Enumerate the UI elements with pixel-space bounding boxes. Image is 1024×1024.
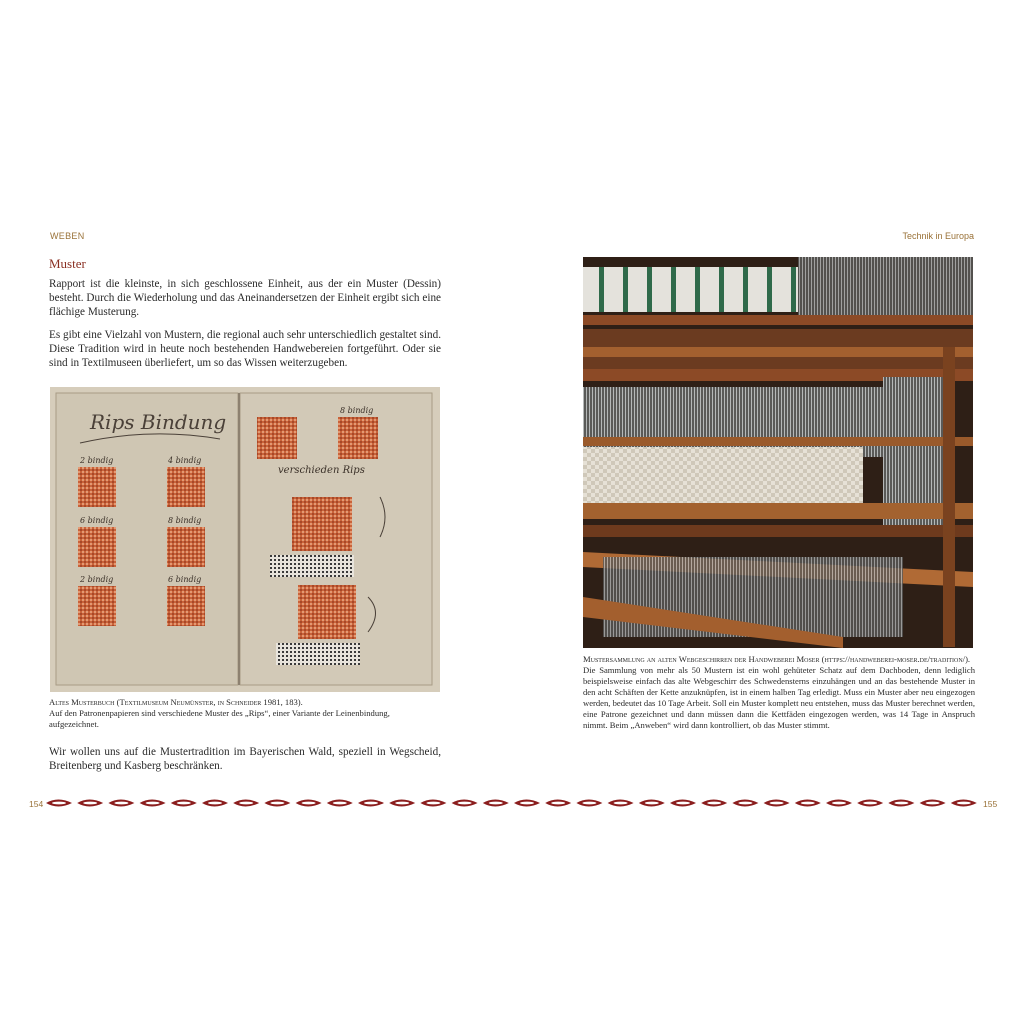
ornament-highlight (489, 802, 503, 805)
ornament-highlight (614, 802, 628, 805)
decorative-border (44, 795, 980, 811)
ornament-highlight (551, 802, 565, 805)
ornament-highlight (458, 802, 472, 805)
loom-harness-photo (583, 257, 973, 648)
book-label: verschieden Rips (278, 465, 365, 476)
book-label: 8 bindig (168, 516, 202, 525)
book-script-title: Rips Bindung (90, 410, 227, 434)
left-image-caption (49, 697, 441, 730)
left-page-final (49, 745, 441, 781)
ornament-highlight (520, 802, 534, 805)
book-label: 4 bindig (168, 456, 202, 465)
ornament-highlight (302, 802, 316, 805)
ornament-highlight (863, 802, 877, 805)
ornament-highlight (333, 802, 347, 805)
ornament-highlight (957, 802, 971, 805)
ornament-highlight (426, 802, 440, 805)
ornament-highlight (770, 802, 784, 805)
ornament-highlight (83, 802, 97, 805)
ornament-highlight (645, 802, 659, 805)
ornament-highlight (52, 802, 66, 805)
book-label: 2 bindig (80, 456, 114, 465)
page-number-left: 154 (29, 799, 44, 809)
ornament-highlight (146, 802, 160, 805)
running-header-left: WEBEN (50, 231, 85, 241)
ornament-highlight (926, 802, 940, 805)
ornament-highlight (832, 802, 846, 805)
ornament-highlight (177, 802, 191, 805)
book-label: 6 bindig (168, 575, 202, 584)
body-paragraph: Es gibt eine Vielzahl von Mustern, die regional auch sehr unterschiedlich gestaltet sind. Diese Tradition wird in heute noch bestehenden Handwebereien fortgeführt. Oder sie sind in Textilmuseen überliefert, um so das Wissen weiterzugeben. (49, 328, 441, 370)
page-number-right: 155 (983, 799, 998, 809)
body-paragraph: Wir wollen uns auf die Mustertradition im Bayerischen Wald, speziell in Wegscheid, Breitenberg und Kasberg beschränken. (49, 746, 441, 773)
pattern-book-photo (50, 387, 440, 692)
ornament-highlight (738, 802, 752, 805)
book-label: 2 bindig (80, 575, 114, 584)
body-paragraph: Rapport ist die kleinste, in sich geschlossene Einheit, aus der ein Muster (Dessin) besteht. Durch die Wiederholung und das Aneinandersetzen der Einheit ergibt sich eine flächige Musterung. (49, 278, 441, 319)
caption-text: Die Sammlung von mehr als 50 Mustern ist ein wohl gehüteter Schatz auf dem Dachboden, denn lediglich beispielsweise einfach das alte Webgeschirr des Schwedensterns einzuhängen und an das bestehende Muster in den acht Schäften der Kette anzuknüpfen, ist in einem halben Tag erledigt. Muss ein Muster aber neu eingezogen werden, bedeutet das 10 Tage Arbeit. Soll ein Muster komplett neu entstehen, muss das Muster berechnet werden, eine Patrone gezeichnet und dann müssen dann die Kettfäden eingezogen werden, was 14 Tage in Anspruch nimmt. Beim „Anweben“ wird dann kontrolliert, ob das Muster stimmt. (583, 665, 975, 730)
ornament-highlight (270, 802, 284, 805)
book-label: 8 bindig (340, 406, 374, 415)
ornament-highlight (364, 802, 378, 805)
caption-title: Altes Musterbuch (Textilmuseum Neumünster, in Schneider 1981, 183). (49, 697, 303, 707)
caption-text: Auf den Patronenpapieren sind verschiedene Muster des „Rips“, einer Variante der Leinenbindung, aufgezeichnet. (49, 708, 390, 729)
ornament-highlight (395, 802, 409, 805)
section-title: Muster (49, 256, 86, 271)
ornament-highlight (676, 802, 690, 805)
ornament-highlight (707, 802, 721, 805)
ornament-highlight (239, 802, 253, 805)
running-header-right: Technik in Europa (902, 231, 974, 241)
right-image-caption (583, 654, 975, 731)
ornament-highlight (801, 802, 815, 805)
book-label: 6 bindig (80, 516, 114, 525)
ornament-highlight (894, 802, 908, 805)
caption-title: Mustersammlung an alten Webgeschirren der Handweberei Moser (https://handweberei-moser.de/tradition/). (583, 654, 971, 664)
ornament-highlight (114, 802, 128, 805)
left-page-body (49, 256, 441, 378)
ornament-highlight (582, 802, 596, 805)
ornament-highlight (208, 802, 222, 805)
